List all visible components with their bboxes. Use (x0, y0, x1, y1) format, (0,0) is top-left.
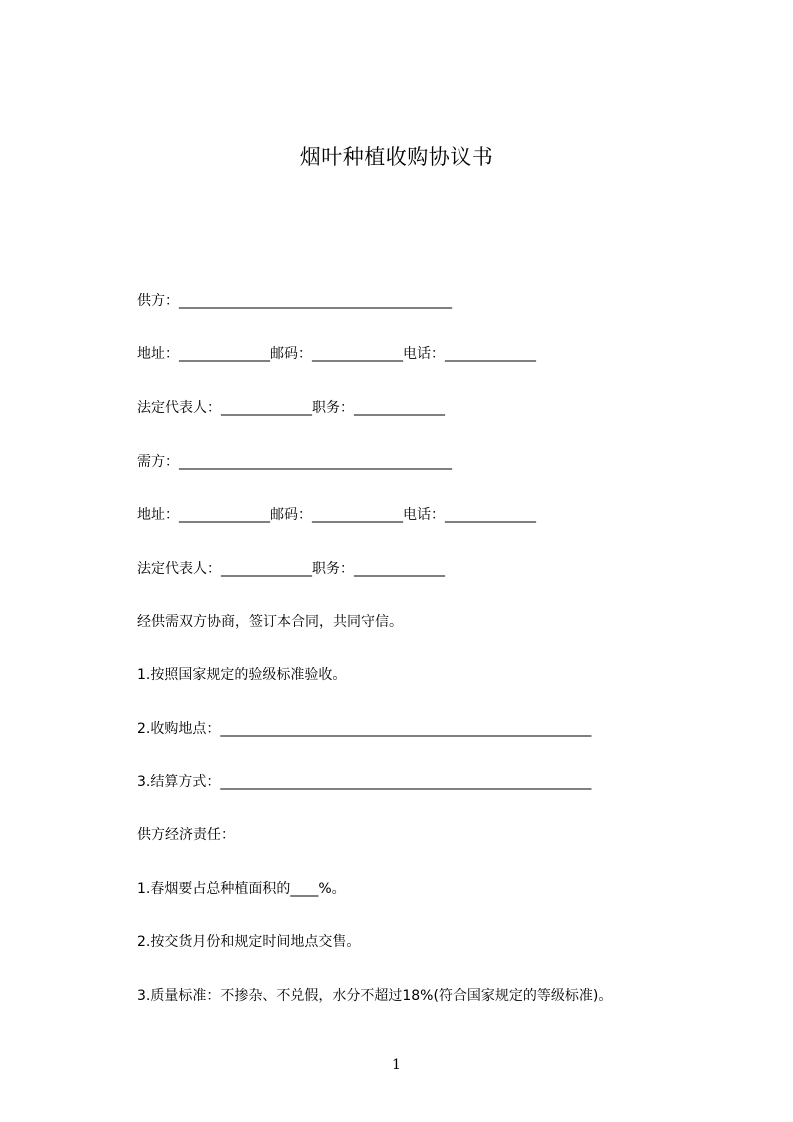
responsibility-quality-line: 3.质量标准：不掺杂、不兑假，水分不超过18%(符合国家规定的等级标准)。 (137, 988, 613, 1004)
supplier-representative-line: 法定代表人：_____________职务：_____________ (137, 400, 445, 416)
agreement-intro-line: 经供需双方协商，签订本合同，共同守信。 (137, 614, 403, 630)
buyer-representative-line: 法定代表人：_____________职务：_____________ (137, 561, 445, 577)
buyer-name-line: 需方：_______________________________________ (137, 454, 452, 470)
responsibility-delivery-line: 2.按交货月份和规定时间地点交售。 (137, 934, 361, 950)
buyer-address-line: 地址：_____________邮码：_____________电话：_____________ (137, 507, 536, 523)
document-title: 烟叶种植收购协议书 (299, 145, 494, 169)
clause-purchase-location-line: 2.收购地点：_____________________________________________________ (137, 721, 592, 737)
page-number: 1 (392, 1057, 401, 1073)
clause-inspection-line: 1.按照国家规定的验级标准验收。 (137, 667, 347, 683)
clause-settlement-line: 3.结算方式：_____________________________________________________ (137, 774, 592, 790)
responsibility-spring-tobacco-line: 1.春烟要占总种植面积的____%。 (137, 881, 346, 897)
supplier-responsibilities-heading: 供方经济责任： (137, 827, 235, 843)
supplier-name-line: 供方：_______________________________________ (137, 293, 452, 309)
supplier-address-line: 地址：_____________邮码：_____________电话：_____________ (137, 346, 536, 362)
